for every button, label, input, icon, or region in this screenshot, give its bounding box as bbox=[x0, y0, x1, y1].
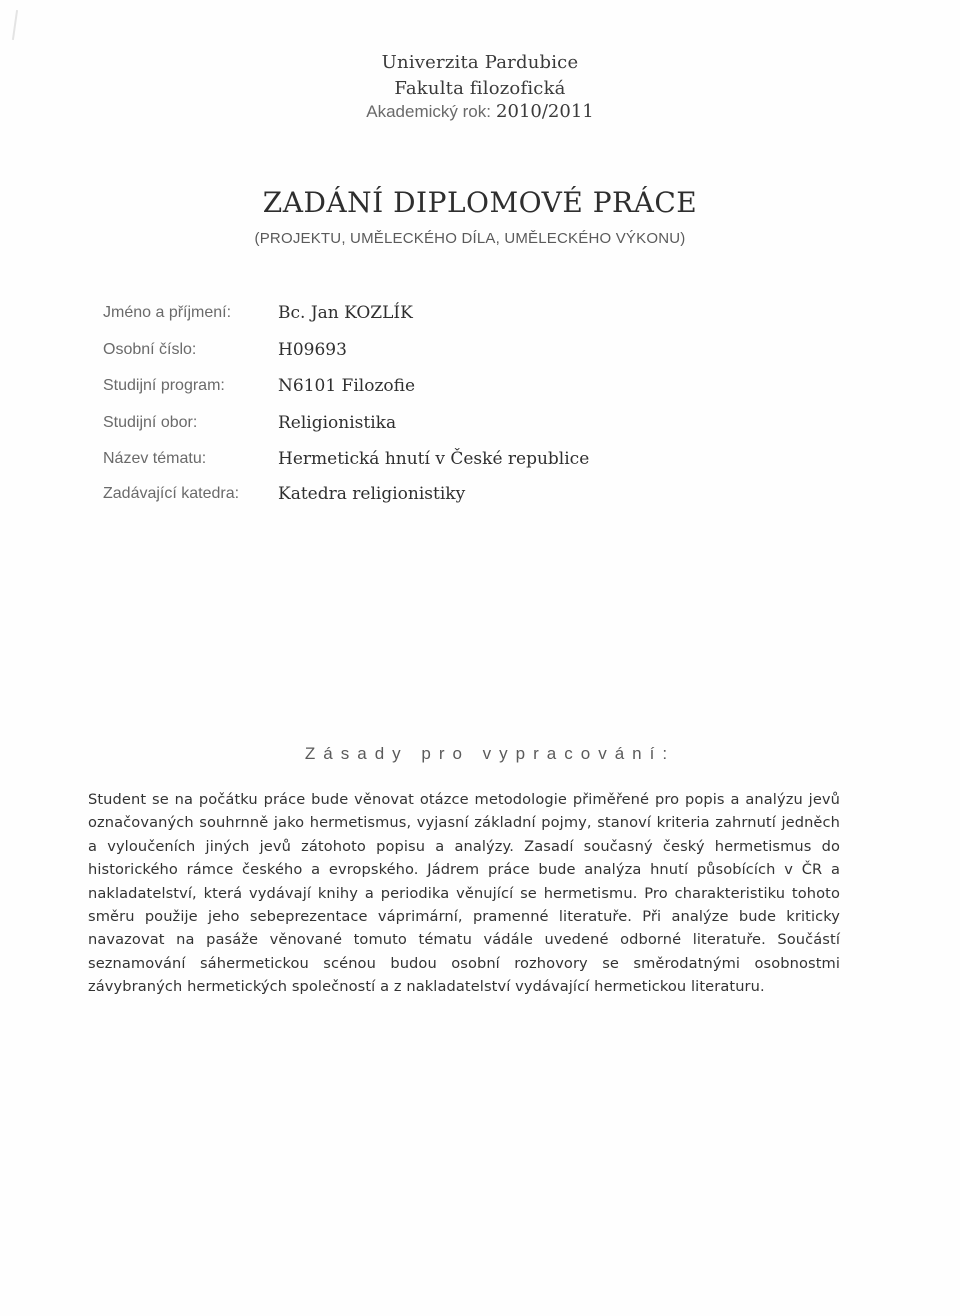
info-label: Studijní obor: bbox=[103, 414, 198, 431]
principles-heading: Zásady pro vypracování: bbox=[304, 744, 676, 763]
principles-body: Student se na počátku práce bude věnovat otázce metodologie přiměřené pro popis a analýzu jevů označovaných souhrnně jako hermetismus, vyjasní základní pojmy, stanoví kriteria zahrnutí jedněch a vyloučeních jiných jevů zátohoto popisu a analýzy. Zasadí současný český hermetismus do historického rámce českého a evropského. Jádrem práce bude analýza hnutí působících v ČR a nakladatelství, která vydávají knihy a periodika věnující se hermetismu. Pro charakteristiku tohoto směru použije jeho sebeprezentace váprimární, pramenné literatuře. Při analýze bude kriticky navazovat na pasáže věnované tomuto tématu vádále uvedené odborné literatuře. Součástí seznamování sáhermetickou scénou budou osobní rozhovory se směrodatnými osobnostmi závybraných hermetických společností a z nakladatelství vydávající hermetickou literaturu. bbox=[88, 791, 840, 996]
info-value: Katedra religionistiky bbox=[278, 484, 466, 504]
info-value: Religionistika bbox=[278, 413, 397, 433]
info-row-department bbox=[103, 485, 863, 511]
document-subtitle: (PROJEKTU, UMĚLECKÉHO DÍLA, UMĚLECKÉHO VÝKONU) bbox=[254, 230, 686, 247]
info-value: Bc. Jan KOZLÍK bbox=[278, 303, 413, 323]
info-label: Jméno a příjmení: bbox=[103, 304, 232, 321]
academic-year bbox=[0, 101, 960, 122]
faculty-name: Fakulta filozofická bbox=[394, 78, 566, 99]
info-row-study-field bbox=[103, 414, 863, 440]
document-title: ZADÁNÍ DIPLOMOVÉ PRÁCE bbox=[262, 186, 698, 219]
info-row-personal-number bbox=[103, 341, 863, 367]
academic-year-value: 2010/2011 bbox=[496, 101, 594, 122]
info-label: Studijní program: bbox=[103, 377, 225, 394]
info-label: Název tématu: bbox=[103, 450, 207, 467]
university-name: Univerzita Pardubice bbox=[381, 52, 579, 73]
info-value: H09693 bbox=[278, 340, 347, 360]
info-row-name bbox=[103, 304, 863, 330]
info-label: Osobní číslo: bbox=[103, 341, 197, 358]
info-label: Zadávající katedra: bbox=[103, 485, 240, 502]
info-value: N6101 Filozofie bbox=[278, 376, 416, 396]
academic-year-label: Akademický rok: bbox=[366, 102, 491, 121]
info-value: Hermetická hnutí v České republice bbox=[278, 449, 590, 469]
info-row-study-program bbox=[103, 377, 863, 403]
scan-mark bbox=[12, 10, 18, 40]
info-row-topic bbox=[103, 450, 863, 476]
